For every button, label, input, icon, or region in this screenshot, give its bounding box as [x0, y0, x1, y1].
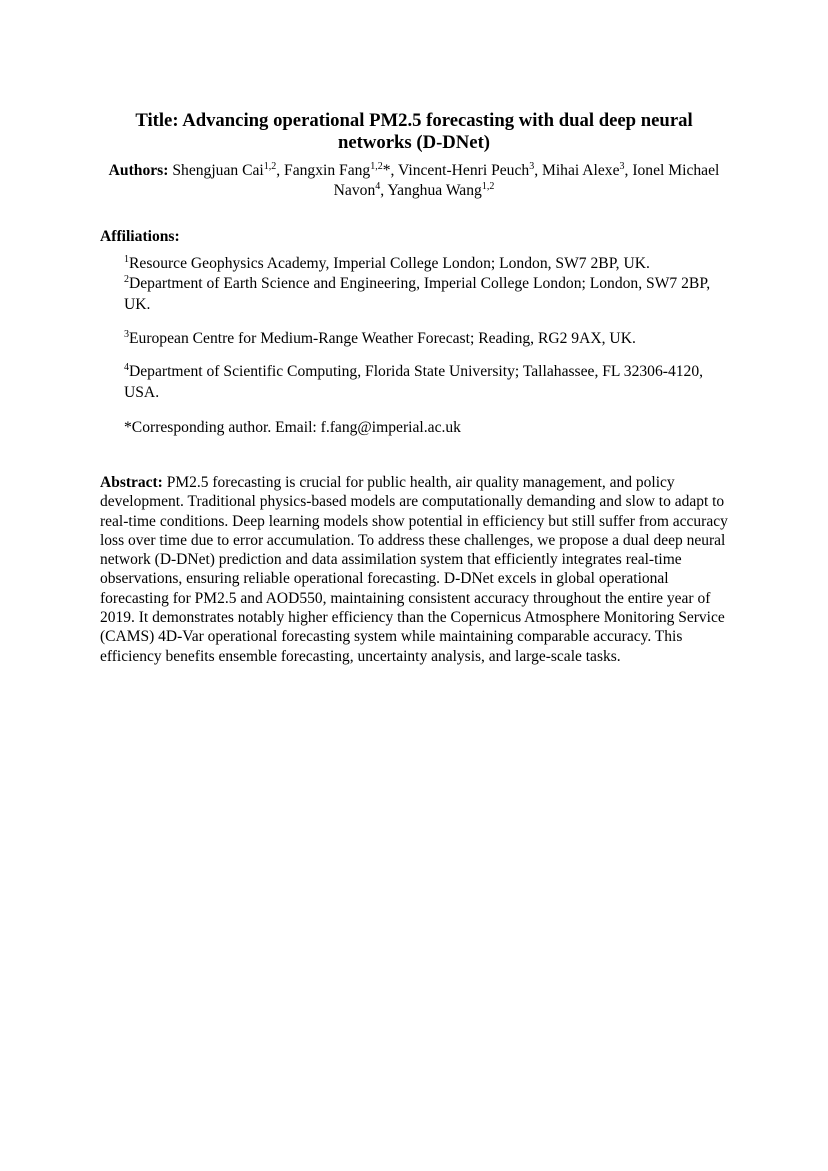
- abstract-label: Abstract:: [100, 474, 163, 491]
- author: [542, 162, 632, 179]
- affiliation-item: [124, 253, 728, 274]
- affiliation-mark: 1,2: [263, 161, 277, 172]
- author: [284, 162, 398, 179]
- author-separator: ,: [390, 162, 399, 179]
- affiliations-heading: Affiliations:: [100, 228, 180, 245]
- paper-title: Title: Advancing operational PM2.5 forecasting with dual deep neural networks (D-DNet): [135, 110, 693, 153]
- affiliation-mark: 3: [619, 161, 625, 172]
- abstract-text: PM2.5 forecasting is crucial for public health, air quality management, and policy development. Traditional physics-based models are computationally demanding and slow to adapt to real-time conditions. Deep learning models show potential in efficiency but still suffer from accuracy loss over time due to error accumulation. To address these challenges, we propose a dual deep neural network (D-DNet) prediction and data assimilation system that efficiently integrates real-time observations, ensuring reliable operational forecasting. D-DNet excels in global operational forecasting for PM2.5 and AOD550, maintaining consistent accuracy throughout the entire year of 2019. It demonstrates notably higher efficiency than the Copernicus Atmosphere Monitoring Service (CAMS) 4D-Var operational forecasting system while maintaining comparable accuracy. This efficiency benefits ensemble forecasting, uncertainty analysis, and large-scale tasks.: [100, 474, 728, 665]
- author-name: Shengjuan Cai: [172, 162, 264, 179]
- affiliation-mark: 4: [124, 362, 129, 373]
- affiliation-text: Department of Scientific Computing, Florida State University; Tallahassee, FL 32306-4120, USA.: [124, 363, 704, 401]
- affiliation-mark: 4: [375, 181, 381, 192]
- author-list: [100, 161, 728, 201]
- author-name: Vincent-Henri Peuch: [398, 162, 530, 179]
- affiliation-text: Resource Geophysics Academy, Imperial College London; London, SW7 2BP, UK.: [129, 255, 650, 272]
- author-separator: ,: [276, 162, 285, 179]
- affiliation-item: [124, 328, 728, 349]
- corresponding-mark: *: [382, 162, 391, 179]
- author-name: Yanghua Wang: [387, 182, 482, 199]
- author-separator: ,: [624, 162, 633, 179]
- affiliation-text: European Centre for Medium-Range Weather Forecast; Reading, RG2 9AX, UK.: [129, 330, 636, 347]
- affiliation-mark: 2: [124, 274, 129, 285]
- affiliation-mark: 3: [529, 161, 535, 172]
- affiliation-item: [124, 361, 728, 403]
- author-separator: ,: [534, 162, 542, 179]
- corresponding-author: *Corresponding author. Email: f.fang@imperial.ac.uk: [124, 419, 461, 436]
- author-name: Fangxin Fang: [284, 162, 371, 179]
- affiliation-text: Department of Earth Science and Engineering, Imperial College London; London, SW7 2BP, UK.: [124, 275, 711, 313]
- author-name: Ionel Michael Navon: [333, 162, 720, 199]
- affiliation-item: [124, 273, 728, 315]
- author: [172, 162, 284, 179]
- author: [398, 162, 542, 179]
- affiliation-mark: 1: [124, 254, 129, 265]
- author-name: Mihai Alexe: [541, 162, 620, 179]
- abstract: [100, 473, 728, 666]
- affiliation-mark: 1,2: [481, 181, 495, 192]
- affiliation-mark: 1,2: [370, 161, 383, 172]
- affiliation-mark: 3: [124, 329, 129, 340]
- author: [387, 182, 494, 199]
- authors-label: Authors:: [108, 162, 169, 179]
- author-separator: ,: [380, 182, 388, 199]
